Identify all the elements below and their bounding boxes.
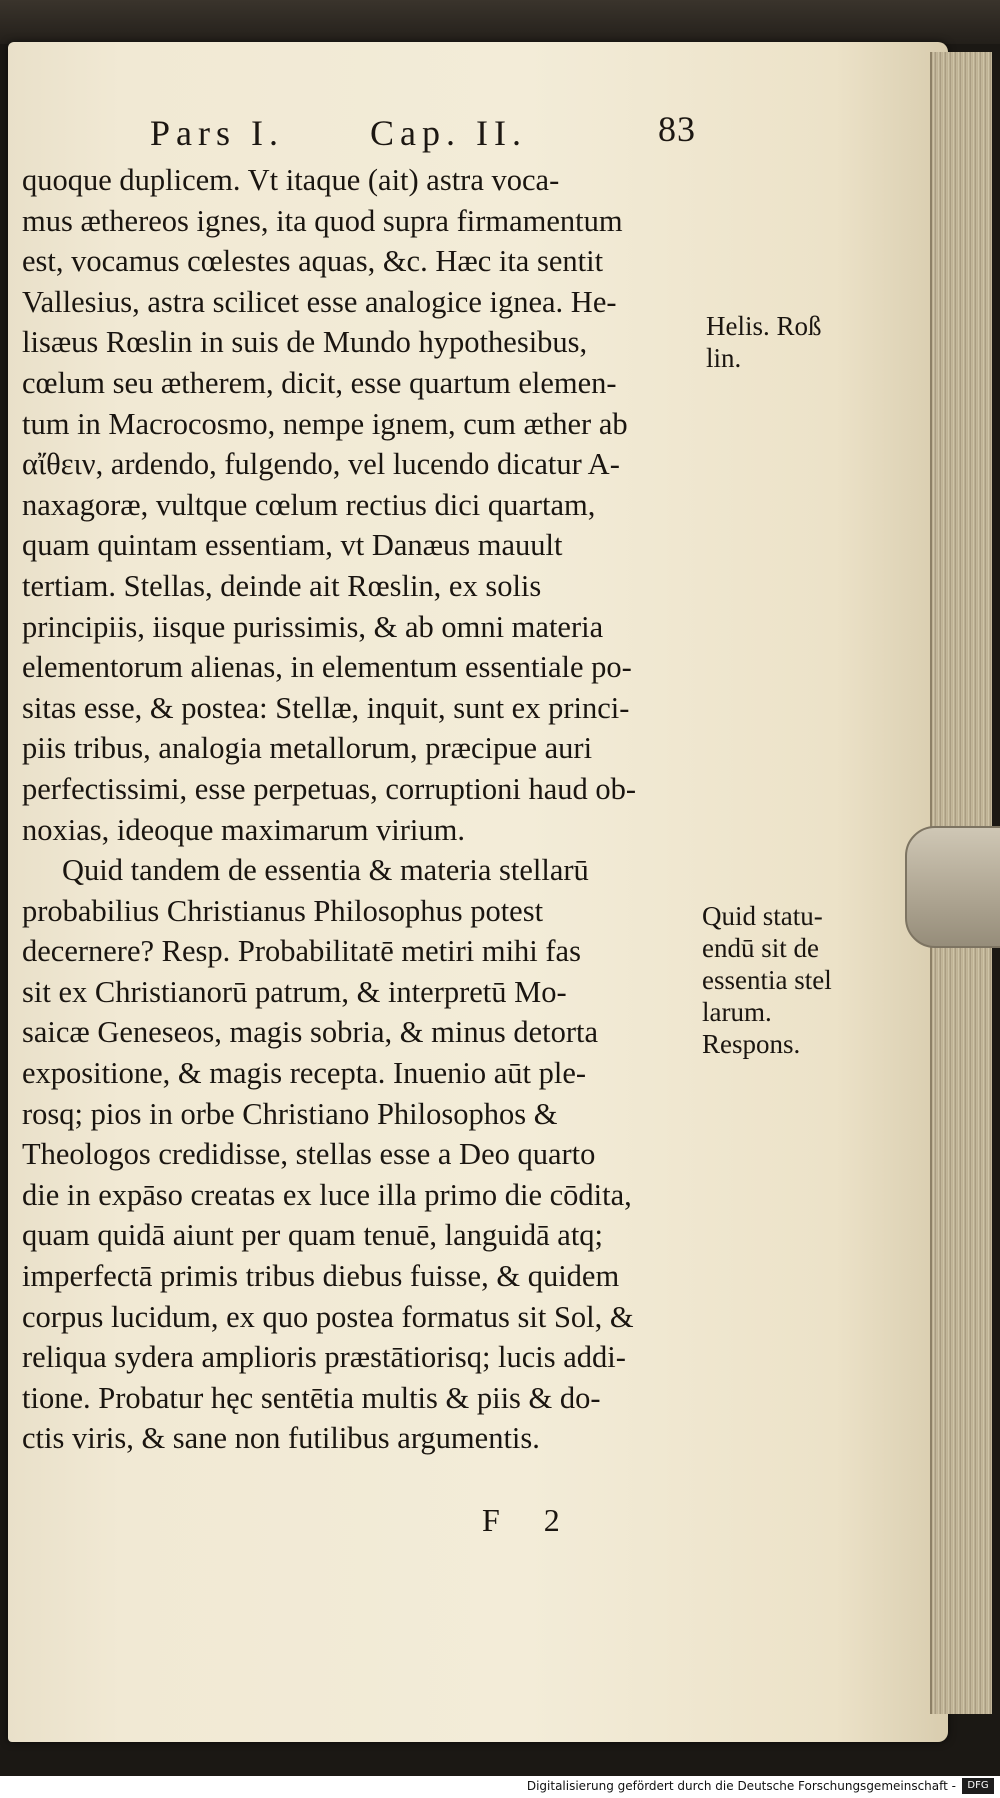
text-line: elementorum alienas, in elementum essentiale po- — [22, 650, 632, 685]
text-line: quoque duplicem. Vt itaque (ait) astra voca- — [22, 163, 560, 197]
margin-note-line: Respons. — [702, 1029, 801, 1059]
text-line: expositione, & magis recepta. Inuenio aūt ple- — [22, 1056, 587, 1091]
text-line: reliqua sydera amplioris præstātiorisq; lucis addi- — [22, 1340, 626, 1375]
text-line: quam quidā aiunt per quam tenuē, languidā atq; — [22, 1218, 604, 1253]
text-line: decernere? Resp. Probabilitatē metiri mihi fas — [22, 934, 581, 969]
text-line: Quid tandem de essentia & materia stellarū — [62, 853, 589, 888]
text-line: saicæ Geneseos, magis sobria, & minus detorta — [22, 1015, 599, 1050]
text-line: naxagoræ, vultque cœlum rectius dici quartam, — [22, 487, 596, 522]
page-number: 83 — [658, 109, 696, 149]
margin-note-helisaeus — [706, 310, 822, 374]
signature-mark: F 2 — [482, 1502, 578, 1538]
text-line: corpus lucidum, ex quo postea formatus sit Sol, & — [22, 1299, 634, 1334]
text-line: imperfectā primis tribus diebus fuisse, & quidem — [22, 1259, 620, 1294]
margin-note-quid — [702, 900, 832, 1060]
text-line: principiis, iisque purissimis, & ab omni materia — [22, 609, 604, 644]
margin-note-line: essentia stel — [702, 965, 832, 995]
text-line: mus æthereos ignes, ita quod supra firmamentum — [22, 203, 623, 238]
text-line: rosq; pios in orbe Christiano Philosophos & — [22, 1096, 558, 1131]
text-line: est, vocamus cœlestes aquas, &c. Hæc ita sentit — [22, 244, 604, 279]
text-line: quam quintam essentiam, vt Danæus mauult — [22, 528, 563, 563]
text-line: tertiam. Stellas, deinde ait Rœslin, ex solis — [22, 568, 542, 603]
footer-credit: Digitalisierung gefördert durch die Deutsche Forschungsgemeinschaft - — [526, 1779, 956, 1793]
text-line: ctis viris, & sane non futilibus argumentis. — [22, 1421, 540, 1456]
dfg-logo: DFG — [962, 1778, 994, 1794]
margin-note-line: larum. — [702, 997, 772, 1027]
digitization-footer — [0, 1776, 1000, 1798]
text-line: sitas esse, & postea: Stellæ, inquit, sunt ex princi- — [22, 690, 630, 725]
text-line: Theologos credidisse, stellas esse a Deo quarto — [22, 1137, 596, 1172]
margin-note-line: Quid statu- — [702, 901, 823, 931]
text-line: die in expāso creatas ex luce illa primo die cōdita, — [22, 1177, 632, 1212]
header-chapter: Cap. II. — [370, 113, 527, 153]
text-line: cœlum seu ætherem, dicit, esse quartum elemen- — [22, 365, 617, 400]
margin-note-line: lin. — [706, 343, 742, 373]
margin-note-line: Helis. Roß — [706, 311, 822, 341]
text-line: tum in Macrocosmo, nempe ignem, cum æther ab — [22, 406, 628, 441]
text-line: tione. Probatur hęc sentētia multis & piis & do- — [22, 1380, 601, 1415]
main-text — [22, 160, 702, 1459]
running-header — [150, 109, 710, 154]
text-line: probabilius Christianus Philosophus potest — [22, 893, 544, 928]
text-line: piis tribus, analogia metallorum, præcipue auri — [22, 731, 593, 766]
text-line: Vallesius, astra scilicet esse analogice ignea. He- — [22, 284, 617, 319]
text-line: sit ex Christianorū patrum, & interpretū Mo- — [22, 974, 567, 1009]
book-top-edge — [0, 0, 1000, 44]
text-line: lisæus Rœslin in suis de Mundo hypothesibus, — [22, 325, 588, 360]
text-line: perfectissimi, esse perpetuas, corruptioni haud ob- — [22, 771, 637, 806]
header-part: Pars I. — [150, 113, 284, 153]
text-line: αἴθειν, ardendo, fulgendo, vel lucendo dicatur A- — [22, 447, 620, 482]
margin-note-line: endū sit de — [702, 933, 819, 963]
text-line: noxias, ideoque maximarum virium. — [22, 812, 466, 847]
book-clasp — [905, 826, 1000, 948]
